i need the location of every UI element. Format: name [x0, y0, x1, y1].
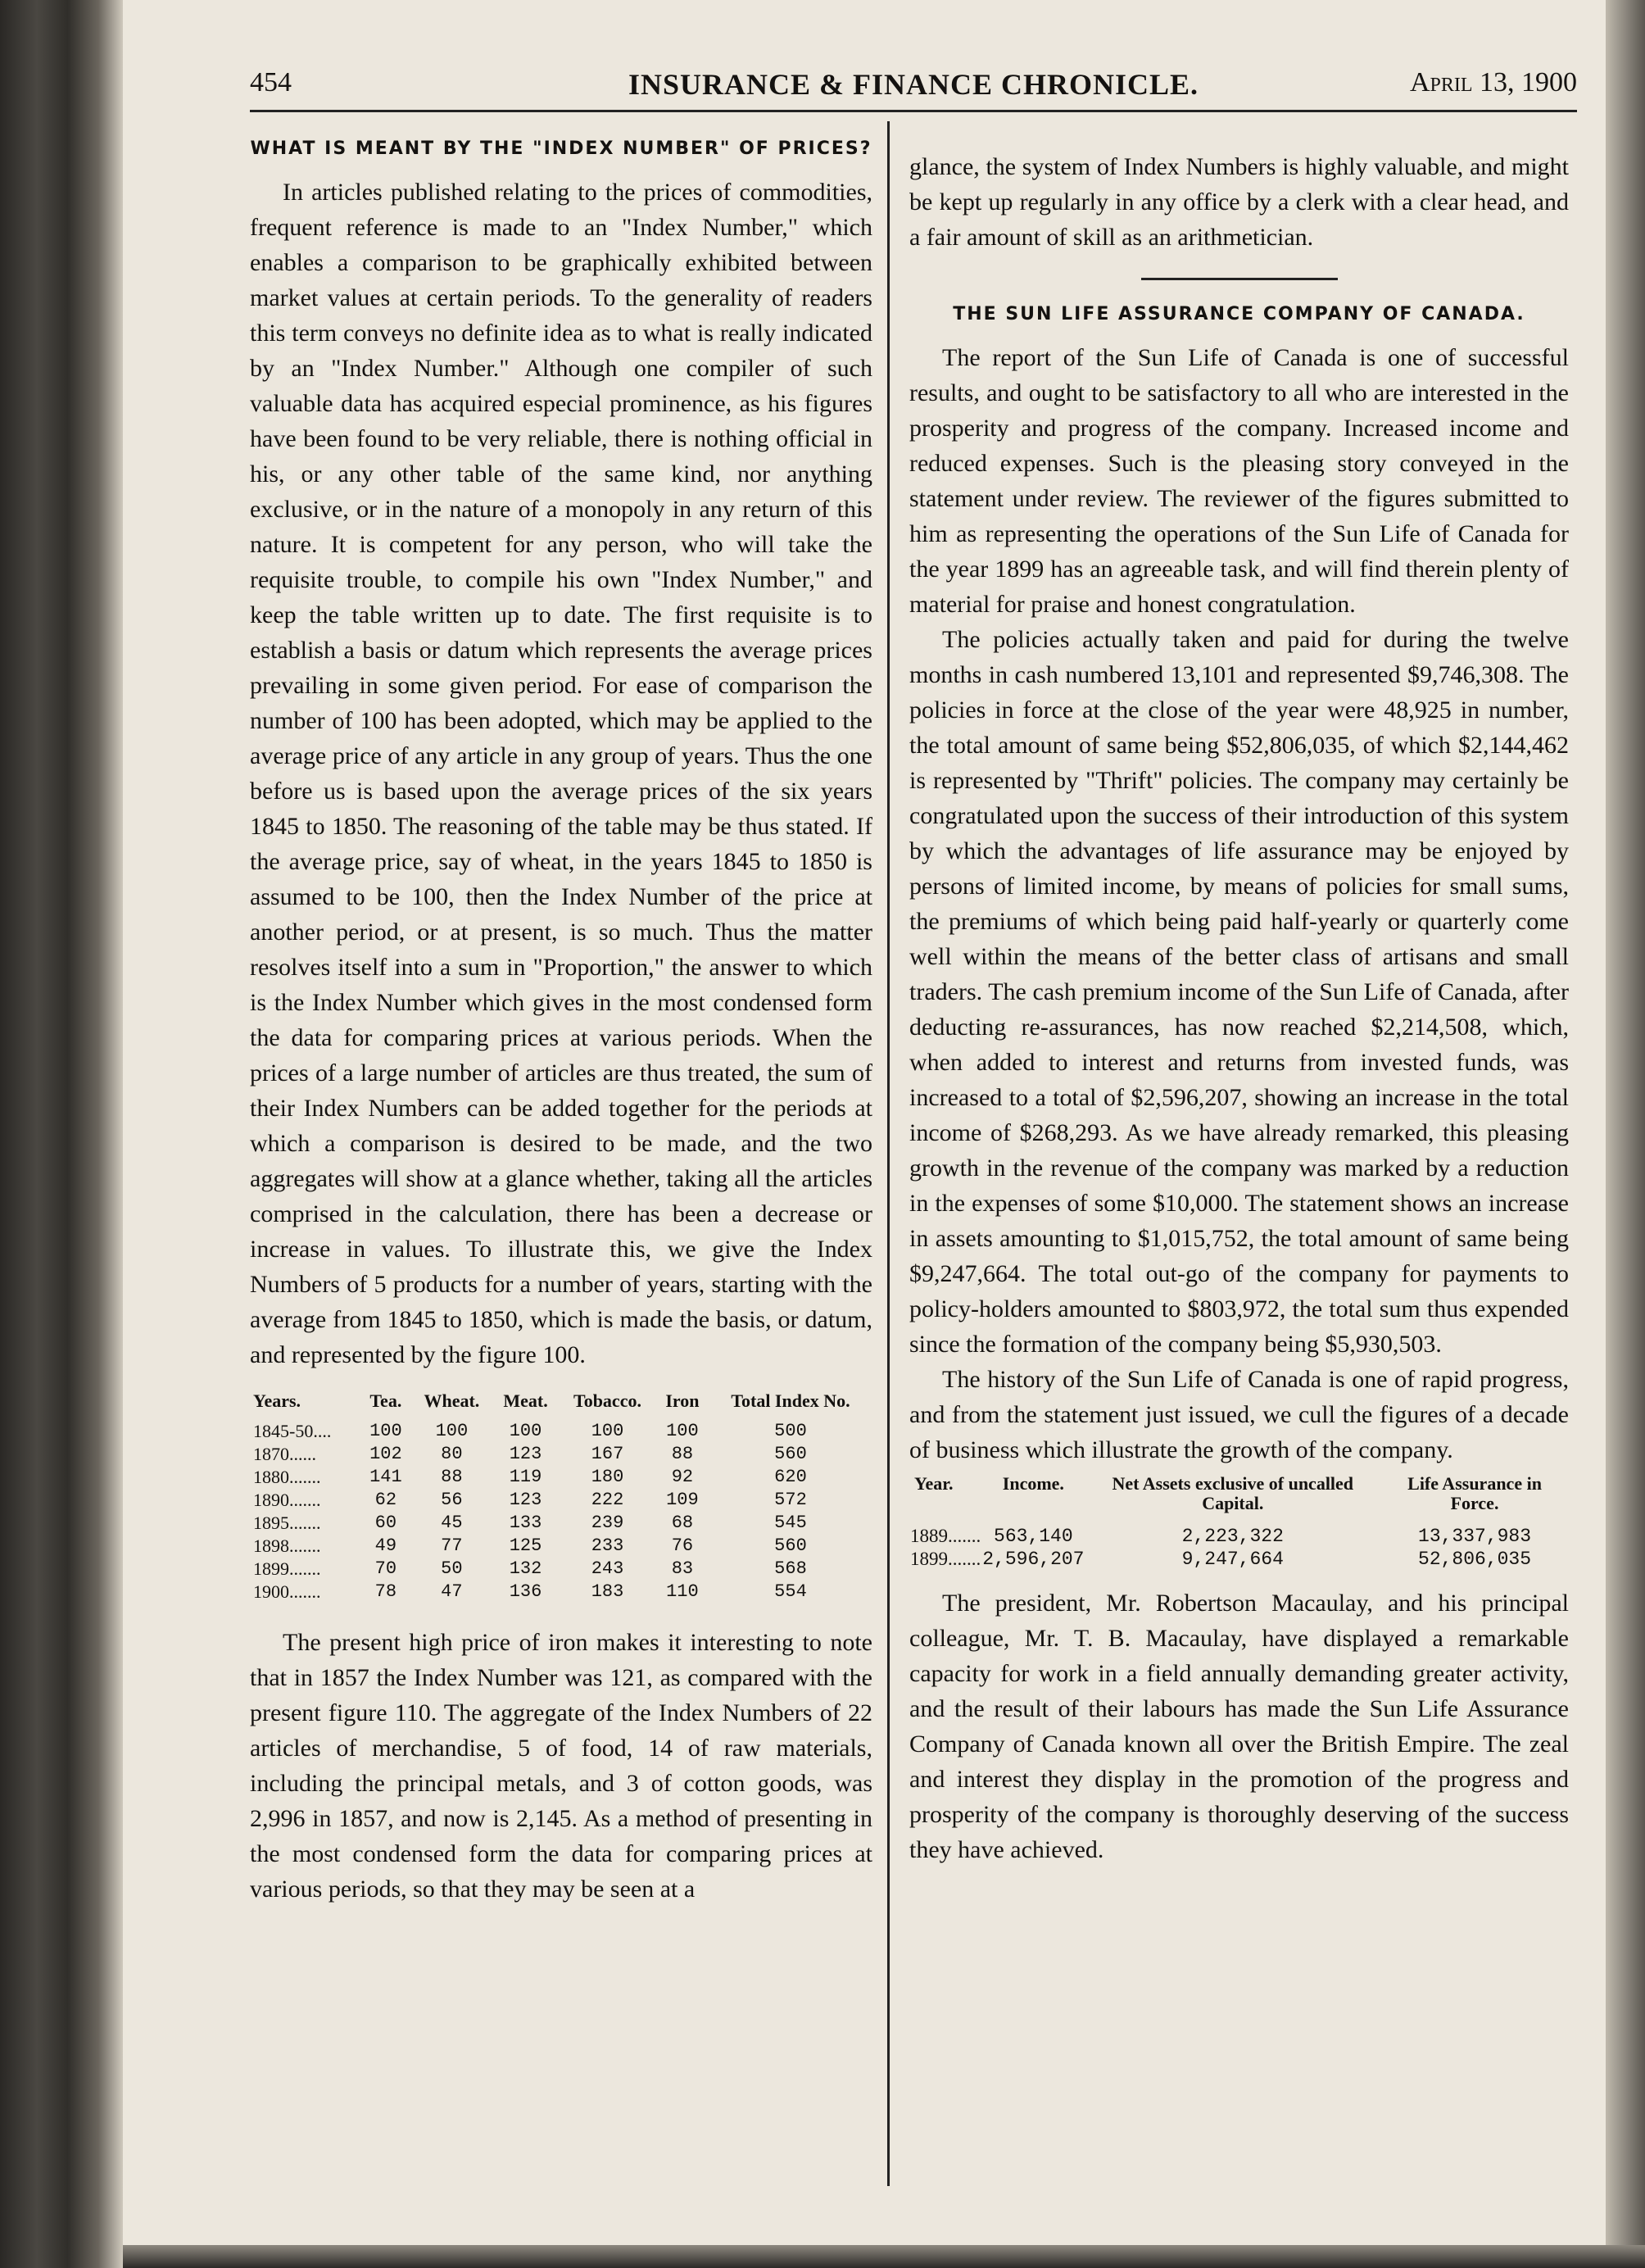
table-cell: 500: [774, 1421, 807, 1441]
table-cell: 92: [671, 1467, 694, 1487]
issue-date: April 13, 1900: [1409, 67, 1577, 98]
sun-life-paragraph-4: The president, Mr. Robertson Macaulay, and his principal colleague, Mr. T. B. Macaulay, have displayed a remarkable capacity for work in a field annually demanding greater activity, and the result of their labours has made the Sun Life Assurance Company of Canada known all over the British Empire. The zeal and interest they display in the promotion of the progress and prosperity of the company is thoroughly deserving of the success they have achieved.: [909, 1590, 1569, 1863]
sun-life-paragraph-2: The policies actually taken and paid for during the twelve months in cash numbered 13,101 and represented $9,746,308. The policies in force at the close of the year were 48,925 in number, the total amount of same being $52,806,035, of which $2,144,462 is represented by "Thrift" policies. The company may certainly be congratulated upon the success of their introduction of this system by which the advantages of life assurance may be enjoyed by persons of limited income, by means of policies for small sums, the premiums of which being paid half-yearly or quarterly come well within the means of the better class of artisans and small traders. The cash premium income of the Sun Life of Canada, after deducting re-assurances, has now reached $2,214,508, which, when added to interest and returns from invested funds, was increased to a total of $2,596,207, showing an increase in the total income of $268,293. As we have already remarked, this pleasing growth in the revenue of the company was marked by a reduction in the expenses of some $10,000. The statement shows an increase in assets amounting to $1,015,752, the total amount of same being $9,247,664. The total out-go of the company for payments to policy-holders amounted to $803,972, the total sum thus expended since the formation of the company being $5,930,503.: [909, 626, 1569, 1358]
table-cell: 83: [671, 1558, 694, 1579]
table-cell: 88: [671, 1444, 694, 1464]
table-header: Income.: [1002, 1473, 1064, 1494]
table-header: Tea.: [369, 1390, 402, 1411]
table-cell: 47: [441, 1581, 463, 1602]
table-cell: 13,337,983: [1418, 1526, 1532, 1547]
table-row: [909, 1525, 1569, 1548]
table-cell: 1899.......: [253, 1558, 321, 1579]
table-cell: 56: [441, 1490, 463, 1510]
table-cell: 1890.......: [253, 1490, 321, 1510]
table-cell: 45: [441, 1513, 463, 1533]
table-cell: 76: [671, 1535, 694, 1556]
table-row: [250, 1420, 872, 1443]
table-cell: 2,223,322: [1181, 1526, 1284, 1547]
page-number: 454: [250, 67, 292, 98]
table-cell: 243: [591, 1558, 624, 1579]
table-cell: 560: [774, 1535, 807, 1556]
table-cell: 133: [509, 1513, 542, 1533]
table-cell: 563,140: [994, 1526, 1073, 1547]
sun-life-paragraph-3: The history of the Sun Life of Canada is one of rapid progress, and from the statement just issued, we cull the figures of a decade of business which illustrate the growth of the company.: [909, 1366, 1569, 1463]
index-number-continuation: glance, the system of Index Numbers is highly valuable, and might be kept up regularly in any office by a clerk with a clear head, and a fair amount of skill as an arithmetician.: [909, 153, 1569, 251]
table-row: [250, 1489, 872, 1512]
table-cell: 100: [369, 1421, 402, 1441]
table-row: [909, 1548, 1569, 1571]
table-cell: 78: [374, 1581, 397, 1602]
page-header: [250, 67, 1577, 116]
table-cell: 70: [374, 1558, 397, 1579]
table-cell: 62: [374, 1490, 397, 1510]
table-cell: 49: [374, 1535, 397, 1556]
table-cell: 545: [774, 1513, 807, 1533]
book-binding: [0, 0, 123, 2268]
table-header: Net Assets exclusive of uncalled Capital.: [1112, 1473, 1354, 1513]
table-cell: 110: [666, 1581, 699, 1602]
section-divider: [909, 263, 1569, 291]
table-cell: 52,806,035: [1418, 1549, 1532, 1570]
sun-life-paragraph-1: The report of the Sun Life of Canada is one of successful results, and ought to be satisfactory to all who are interested in the prosperity and progress of the company. Increased income and reduced expenses. Such is the pleasing story conveyed in the statement under review. The reviewer of the figures submitted to him as representing the operations of the Sun Life of Canada for the year 1899 has an agreeable task, and will find therein plenty of material for praise and honest congratulation.: [909, 344, 1569, 618]
table-cell: 80: [441, 1444, 463, 1464]
table-cell: 100: [666, 1421, 699, 1441]
table-cell: 180: [591, 1467, 624, 1487]
table-header: Year.: [914, 1473, 954, 1494]
table-header: Years.: [253, 1390, 301, 1411]
table-cell: 239: [591, 1513, 624, 1533]
table-row: [250, 1581, 872, 1603]
table-row: [250, 1535, 872, 1558]
table-header: Life Assurance in Force.: [1407, 1473, 1542, 1513]
table-cell: 119: [509, 1467, 542, 1487]
table-cell: 141: [369, 1467, 402, 1487]
table-cell: 568: [774, 1558, 807, 1579]
table-cell: 620: [774, 1467, 807, 1487]
table-cell: 100: [591, 1421, 624, 1441]
table-cell: 1889.......: [910, 1526, 981, 1546]
table-cell: 132: [509, 1558, 542, 1579]
table-cell: 1899.......: [910, 1549, 981, 1569]
table-row: [250, 1443, 872, 1466]
table-cell: 222: [591, 1490, 624, 1510]
table-header: Tobacco.: [573, 1390, 641, 1411]
table-cell: 1895.......: [253, 1513, 321, 1533]
page-bottom-shadow: [123, 2245, 1645, 2268]
table-cell: 125: [509, 1535, 542, 1556]
table-cell: 123: [509, 1490, 542, 1510]
table-cell: 102: [369, 1444, 402, 1464]
table-cell: 109: [666, 1490, 699, 1510]
index-number-paragraph-2: The present high price of iron makes it interesting to note that in 1857 the Index Number was 121, as compared with the present figure 110. The aggregate of the Index Numbers of 22 articles of merchandise, 5 of food, 14 of raw materials, including the principal metals, and 3 of cotton goods, was 2,996 in 1857, and now is 2,145. As a method of presenting in the most condensed form the data for comparing prices at various periods, so that they may be seen at a: [250, 1629, 872, 1903]
table-cell: 136: [509, 1581, 542, 1602]
table-cell: 233: [591, 1535, 624, 1556]
journal-title: INSURANCE & FINANCE CHRONICLE.: [628, 68, 1199, 101]
table-header: Total Index No.: [731, 1390, 850, 1411]
table-cell: 68: [671, 1513, 694, 1533]
sun-life-table: [909, 1474, 1569, 1571]
right-column: [909, 149, 1569, 1867]
table-cell: 1898.......: [253, 1535, 321, 1556]
index-number-heading: WHAT IS MEANT BY THE "INDEX NUMBER" OF PRICES?: [250, 138, 872, 159]
table-cell: 88: [441, 1467, 463, 1487]
index-table-header-row: [250, 1390, 872, 1420]
table-cell: 572: [774, 1490, 807, 1510]
sun-life-heading: THE SUN LIFE ASSURANCE COMPANY OF CANADA.: [953, 304, 1525, 324]
table-cell: 183: [591, 1581, 624, 1602]
table-cell: 77: [441, 1535, 463, 1556]
table-cell: 60: [374, 1513, 397, 1533]
table-cell: 554: [774, 1581, 807, 1602]
table-cell: 2,596,207: [982, 1549, 1085, 1570]
column-rule: [887, 121, 890, 2186]
table-row: [250, 1558, 872, 1581]
table-row: [250, 1512, 872, 1535]
page-edge-shadow: [1606, 0, 1645, 2268]
table-cell: 50: [441, 1558, 463, 1579]
table-cell: 100: [509, 1421, 542, 1441]
table-header: Meat.: [503, 1390, 548, 1411]
left-column: [250, 135, 872, 1907]
sun-table-header-row: [909, 1474, 1569, 1525]
index-number-table: [250, 1390, 872, 1603]
table-cell: 1870......: [253, 1444, 316, 1464]
table-cell: 1880.......: [253, 1467, 321, 1487]
index-number-paragraph-1: In articles published relating to the prices of commodities, frequent reference is made to an "Index Number," which enables a comparison to be graphically exhibited between market values at certain periods. To the generality of readers this term conveys no definite idea as to what is really indicated by an "Index Number." Although one compiler of such valuable data has acquired especial prominence, as his figures have been found to be very reliable, there is nothing official in his, or any other table of the same kind, nor anything exclusive, or in the nature of a monopoly in any return of this nature. It is competent for any person, who will take the requisite trouble, to compile his own "Index Number," and keep the table written up to date. The first requisite is to establish a basis or datum which represents the average prices prevailing in some given period. For ease of comparison the number of 100 has been adopted, which may be applied to the average price of any article in any group of years. Thus the one before us is based upon the average prices of the six years 1845 to 1850. The reasoning of the table may be thus stated. If the average price, say of wheat, in the years 1845 to 1850 is assumed to be 100, then the Index Number of the price at another period, or at present, is so much. Thus the matter resolves itself into a sum in "Proportion," the answer to which is the Index Number which gives in the most condensed form the data for comparing prices at various periods. When the prices of a large number of articles are thus treated, the sum of their Index Numbers can be added together for the periods at which a comparison is desired to be made, and the two aggregates will show at a glance whether, taking all the articles comprised in the calculation, there has been a decrease or increase in values. To illustrate this, we give the Index Numbers of 5 products for a number of years, starting with the average from 1845 to 1850, which is made the basis, or datum, and represented by the figure 100.: [250, 179, 872, 1368]
table-cell: 123: [509, 1444, 542, 1464]
table-row: [250, 1466, 872, 1489]
table-cell: 1900.......: [253, 1581, 321, 1602]
table-cell: 167: [591, 1444, 624, 1464]
header-rule: [250, 110, 1577, 112]
table-header: Iron: [665, 1390, 700, 1411]
table-cell: 1845-50....: [253, 1421, 332, 1441]
table-cell: 9,247,664: [1181, 1549, 1284, 1570]
table-cell: 100: [435, 1421, 469, 1441]
table-cell: 560: [774, 1444, 807, 1464]
table-header: Wheat.: [424, 1390, 480, 1411]
